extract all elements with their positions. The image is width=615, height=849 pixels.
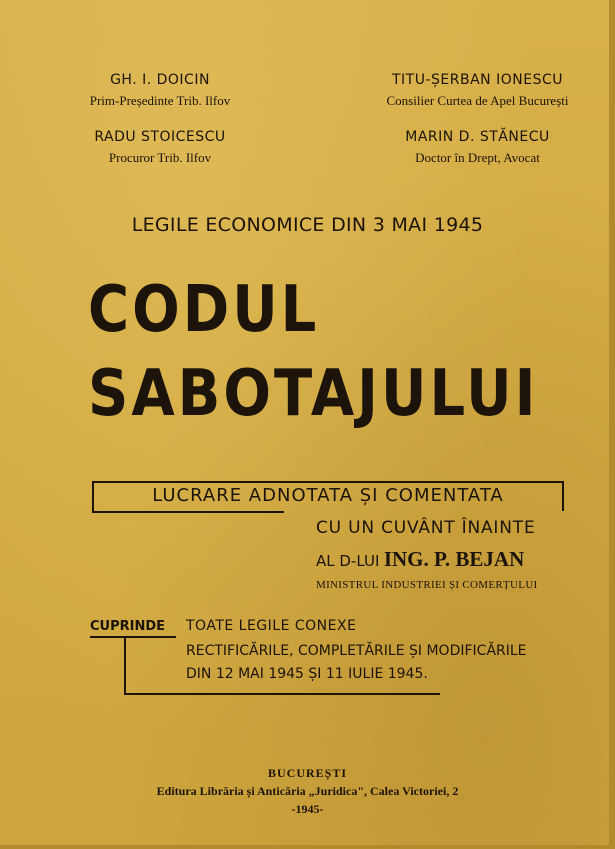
author-role-2: Consilier Curtea de Apel București xyxy=(386,93,569,108)
author-name-4: MARIN D. STĂNECU xyxy=(405,129,550,145)
author-name-1: GH. I. DOICIN xyxy=(110,72,210,88)
author-name-3: RADU STOICESCU xyxy=(94,129,226,145)
author-name-2: TITU-ȘERBAN IONESCU xyxy=(392,72,563,88)
subtitle: LEGILE ECONOMICE DIN 3 MAI 1945 xyxy=(131,214,484,236)
author-role-4: Doctor în Drept, Avocat xyxy=(415,150,540,165)
boxed-subtitle-text: LUCRARE ADNOTATA ȘI COMENTATA xyxy=(152,485,504,506)
author-role-1: Prim-Președinte Trib. Ilfov xyxy=(89,93,231,108)
contents-label-underline xyxy=(90,636,176,638)
title-line-1: CODUL xyxy=(88,272,320,347)
foreword-author xyxy=(316,547,524,572)
author-role-3: Procuror Trib. Ilfov xyxy=(108,150,212,165)
foreword-prefix: AL D-LUI xyxy=(316,552,380,570)
publisher-year: -1945- xyxy=(291,802,324,816)
foreword-name: ING. P. BEJAN xyxy=(383,547,525,571)
contents-bracket-line xyxy=(124,693,440,695)
foreword-line: CU UN CUVÂNT ÎNAINTE xyxy=(316,518,536,538)
title-line-2: SABOTAJULUI xyxy=(88,356,539,431)
publisher-city: BUCUREȘTI xyxy=(267,766,348,780)
contents-line-3: DIN 12 MAI 1945 ȘI 11 IULIE 1945. xyxy=(186,666,428,682)
contents-bracket xyxy=(124,638,132,695)
boxed-subtitle xyxy=(92,481,564,511)
boxed-subtitle-underline xyxy=(92,511,284,513)
contents-label: CUPRINDE xyxy=(90,619,166,634)
publisher-name: Editura Librăria și Anticăria „Juridica", Calea Victoriei, 2 xyxy=(156,784,459,798)
contents-line-2: RECTIFICĂRILE, COMPLETĂRILE ȘI MODIFICĂRILE xyxy=(186,643,527,659)
contents-line-1: TOATE LEGILE CONEXE xyxy=(186,618,357,634)
foreword-role: MINISTRUL INDUSTRIEI ȘI COMERȚULUI xyxy=(316,579,538,591)
